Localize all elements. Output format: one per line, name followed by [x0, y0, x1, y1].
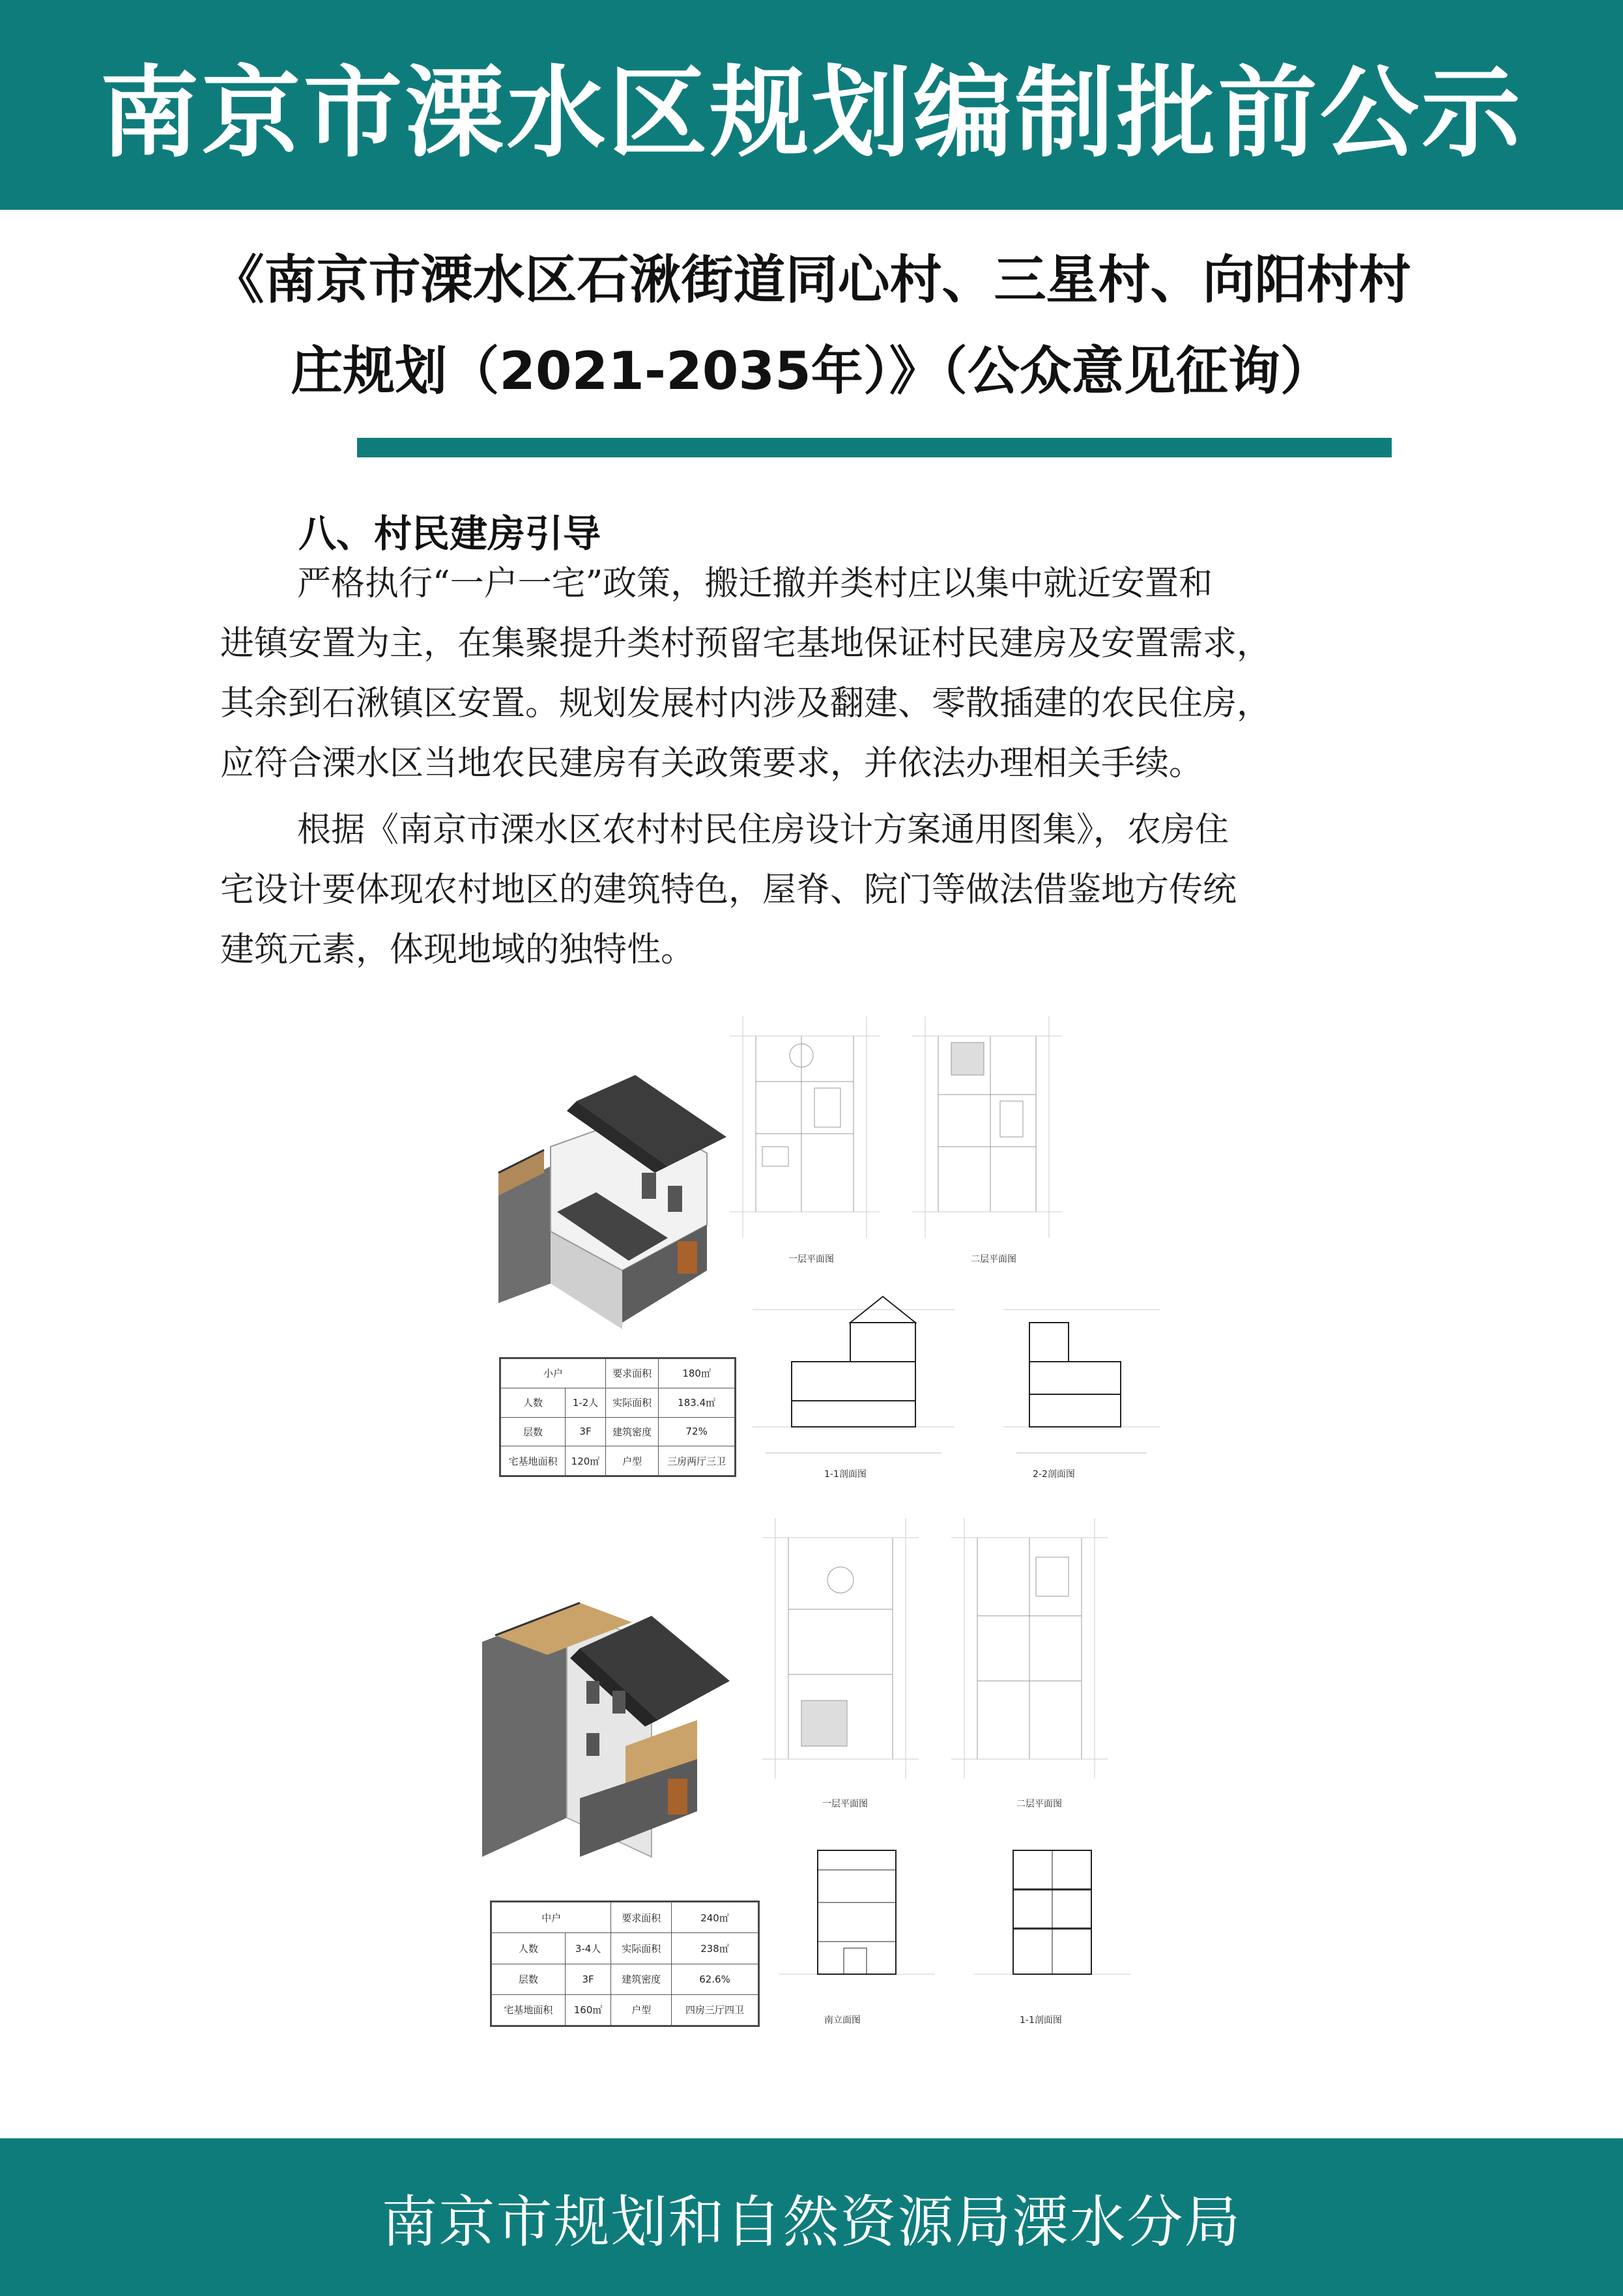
table-cell: 72%	[659, 1417, 735, 1446]
table-cell: 宅基地面积	[492, 1994, 566, 2025]
table-cell: 四房三厅四卫	[672, 1994, 758, 2025]
table-cell: 238㎡	[672, 1933, 758, 1964]
medium-house-floor-plan-1	[762, 1518, 932, 1792]
paragraph-line: 进镇安置为主，在集聚提升类村预留宅基地保证村民建房及安置需求，	[220, 624, 1271, 663]
small-house-rendering	[492, 1075, 733, 1329]
plan-label: 2-2剖面图	[1033, 1469, 1075, 1480]
table-cell: 宅基地面积	[501, 1446, 566, 1476]
table-cell: 户型	[606, 1446, 659, 1476]
small-house-section-1-1	[753, 1284, 955, 1466]
footer-banner	[0, 2138, 1623, 2296]
table-cell: 1-2人	[565, 1388, 605, 1417]
medium-house-spec-table	[490, 1901, 760, 2027]
small-house-spec-table	[499, 1357, 736, 1477]
notice-title: 南京市溧水区规划编制批前公示	[100, 55, 1523, 171]
small-house-floor-plan-2	[912, 1016, 1082, 1251]
document-title-line2: 庄规划（2021-2035年）》（公众意见征询）	[291, 341, 1332, 401]
plan-label: 一层平面图	[822, 1799, 868, 1809]
table-cell: 160㎡	[565, 1994, 611, 2025]
paragraph-line: 严格执行“一户一宅”政策，搬迁撤并类村庄以集中就近安置和	[297, 564, 1213, 603]
section-heading: 八、村民建房引导	[298, 511, 601, 556]
table-cell: 层数	[501, 1417, 566, 1446]
table-cell: 3-4人	[565, 1933, 611, 1964]
paragraph-line: 应符合溧水区当地农民建房有关政策要求，并依法办理相关手续。	[220, 744, 1203, 783]
table-cell: 三房两厅三卫	[659, 1446, 735, 1476]
issuing-organization: 南京市规划和自然资源局溧水分局	[381, 2190, 1242, 2255]
plan-label: 1-1剖面图	[1020, 2015, 1062, 2026]
table-cell: 3F	[565, 1417, 605, 1446]
plan-label: 1-1剖面图	[824, 1469, 867, 1480]
table-cell: 3F	[565, 1964, 611, 1994]
paragraph-line: 宅设计要体现农村地区的建筑特色，屋脊、院门等做法借鉴地方传统	[220, 870, 1237, 910]
plan-label: 一层平面图	[788, 1254, 834, 1265]
medium-house-section-1-1	[974, 1824, 1130, 2007]
medium-house-floor-plan-2	[951, 1518, 1121, 1792]
table-cell: 180㎡	[659, 1359, 735, 1388]
medium-house-south-elevation	[779, 1824, 935, 2007]
table-cell: 183.4㎡	[659, 1388, 735, 1417]
table-cell: 建筑密度	[611, 1964, 672, 1994]
table-cell: 实际面积	[611, 1933, 672, 1964]
table-cell: 要求面积	[606, 1359, 659, 1388]
table-cell: 中户	[492, 1902, 611, 1933]
plan-label: 二层平面图	[1016, 1799, 1062, 1809]
paragraph-design	[220, 800, 1413, 980]
table-cell: 建筑密度	[606, 1417, 659, 1446]
paragraph-line: 建筑元素，体现地域的独特性。	[220, 930, 695, 969]
table-cell: 人数	[492, 1933, 566, 1964]
document-title-line1: 《南京市溧水区石湫街道同心村、三星村、向阳村村	[212, 250, 1411, 310]
paragraph-line: 根据《南京市溧水区农村村民住房设计方案通用图集》，农房住	[297, 811, 1229, 850]
table-cell: 户型	[611, 1994, 672, 2025]
table-cell: 要求面积	[611, 1902, 672, 1933]
plan-label: 南立面图	[824, 2015, 861, 2026]
paragraph-line: 其余到石湫镇区安置。规划发展村内涉及翻建、零散插建的农民住房，	[220, 684, 1271, 723]
paragraph-policy	[220, 554, 1413, 794]
table-cell: 人数	[501, 1388, 566, 1417]
table-cell: 62.6%	[672, 1964, 758, 1994]
table-cell: 240㎡	[672, 1902, 758, 1933]
small-house-section-2-2	[1003, 1284, 1160, 1466]
table-cell: 实际面积	[606, 1388, 659, 1417]
small-house-floor-plan-1	[730, 1016, 899, 1251]
table-cell: 小户	[501, 1359, 606, 1388]
table-cell: 层数	[492, 1964, 566, 1994]
medium-house-rendering	[482, 1583, 743, 1883]
header-banner	[0, 0, 1623, 210]
plan-label: 二层平面图	[971, 1254, 1016, 1265]
title-underline-bar	[357, 438, 1392, 457]
table-cell: 120㎡	[565, 1446, 605, 1476]
